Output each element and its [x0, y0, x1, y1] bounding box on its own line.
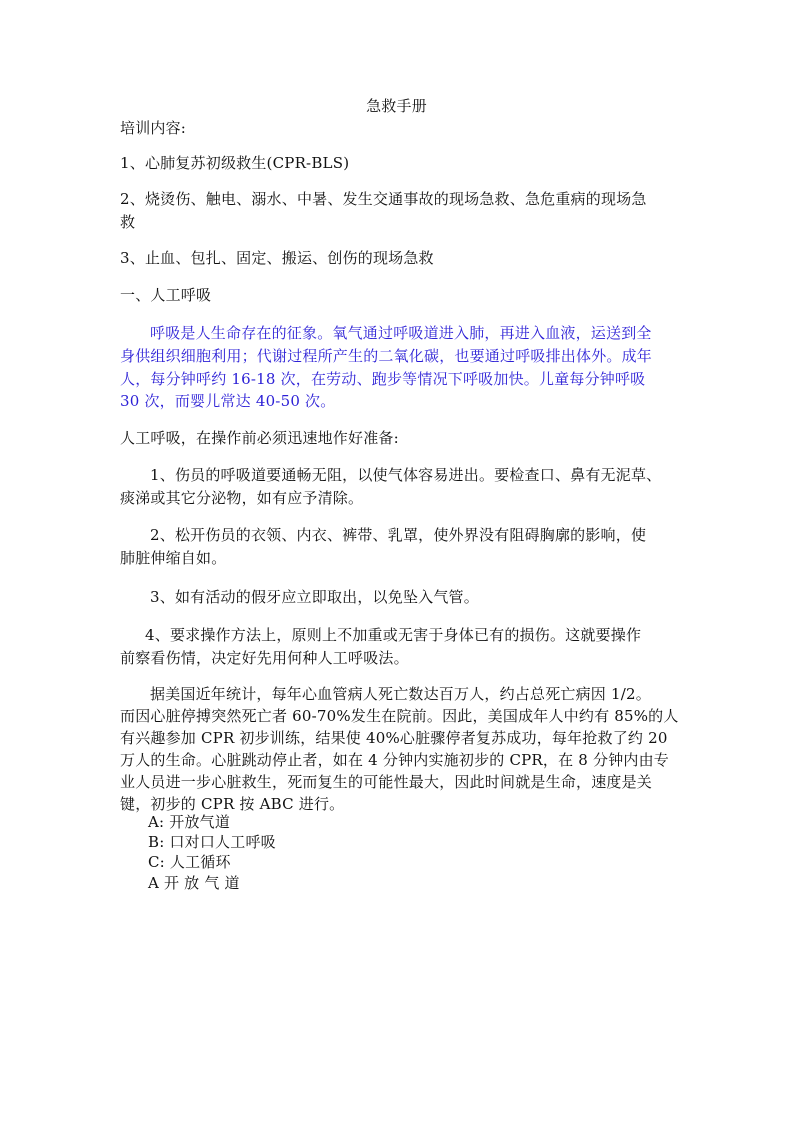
prep-item-cont: 肺脏伸缩自如。	[120, 549, 227, 567]
stats-line: 万人的生命。心脏跳动停止者，如在 4 分钟内实施初步的 CPR，在 8 分钟内由专	[120, 751, 669, 769]
prep-item: 3、如有活动的假牙应立即取出，以免坠入气管。	[150, 588, 479, 606]
stats-line: 而因心脏停搏突然死亡者 60-70%发生在院前。因此，美国成年人中约有 85%的人	[120, 707, 679, 725]
training-item-cont: 救	[120, 213, 136, 231]
section-heading: 一、人工呼吸	[120, 286, 212, 304]
prep-item-cont: 痰涕或其它分泌物，如有应予清除。	[120, 489, 364, 507]
training-item: 1、心肺复苏初级救生(CPR-BLS)	[120, 154, 350, 172]
training-item: 2、烧烫伤、触电、溺水、中暑、发生交通事故的现场急救、急危重病的现场急	[120, 190, 647, 208]
stats-line: 业人员进一步心脏救生，死而复生的可能性最大，因此时间就是生命，速度是关	[120, 773, 653, 791]
abc-item: B: 口对口人工呼吸	[148, 833, 276, 851]
prep-item: 4、要求操作方法上，原则上不加重或无害于身体已有的损伤。这就要操作	[145, 626, 642, 644]
prep-item-cont: 前察看伤情，决定好先用何种人工呼吸法。	[120, 649, 409, 667]
stats-line: 据美国近年统计，每年心血管病人死亡数达百万人，约占总死亡病因 1/2。	[150, 685, 651, 703]
stats-line: 键，初步的 CPR 按 ABC 进行。	[120, 795, 345, 813]
prep-item: 2、松开伤员的衣领、内衣、裤带、乳罩，使外界没有阻碍胸廓的影响，使	[150, 526, 647, 544]
abc-item: C: 人工循环	[148, 853, 231, 871]
stats-line: 有兴趣参加 CPR 初步训练，结果使 40%心脏骤停者复苏成功，每年抢救了约 20	[120, 729, 668, 747]
intro-line: 呼吸是人生命存在的征象。氧气通过呼吸道进入肺，再进入血液，运送到全	[150, 324, 652, 342]
training-label: 培训内容:	[120, 119, 187, 137]
training-item: 3、止血、包扎、固定、搬运、创伤的现场急救	[120, 249, 434, 267]
prep-heading: 人工呼吸，在操作前必须迅速地作好准备:	[120, 429, 399, 447]
prep-item: 1、伤员的呼吸道要通畅无阻，以使气体容易进出。要检查口、鼻有无泥草、	[150, 466, 662, 484]
subheading-a: A 开 放 气 道	[148, 874, 240, 892]
abc-item: A: 开放气道	[148, 813, 231, 831]
intro-line: 人，每分钟呼约 16-18 次，在劳动、跑步等情况下呼吸加快。儿童每分钟呼吸	[120, 370, 646, 388]
document-title: 急救手册	[366, 97, 427, 115]
intro-line: 30 次，而婴儿常达 40-50 次。	[120, 392, 336, 410]
intro-line: 身供组织细胞利用；代谢过程所产生的二氧化碳，也要通过呼吸排出体外。成年	[120, 347, 653, 365]
